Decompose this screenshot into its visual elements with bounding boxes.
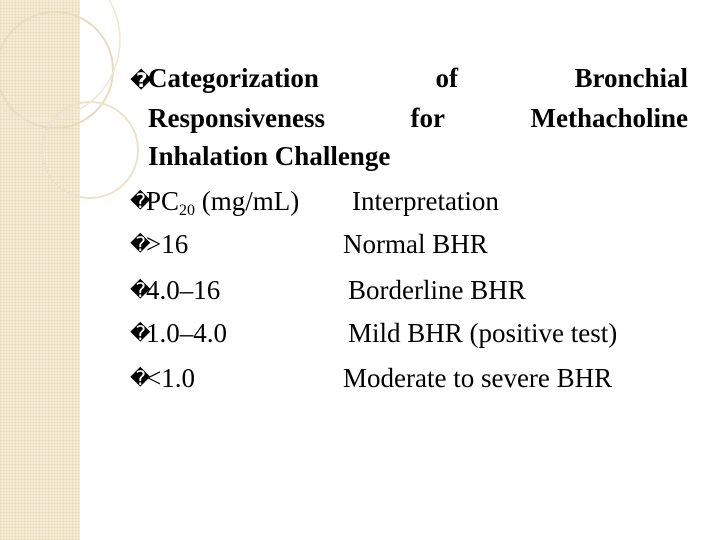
interpretation-header: Interpretation	[352, 186, 499, 216]
bullet-icon: �	[130, 321, 151, 345]
pc-label: PC	[146, 186, 180, 216]
title-word: of	[435, 63, 458, 93]
interpretation-value: Moderate to severe BHR	[343, 363, 613, 393]
range-value: >16	[146, 229, 189, 259]
title-line-3: Inhalation Challenge	[148, 141, 391, 171]
bullet-icon: �	[130, 366, 151, 390]
interpretation-value: Mild BHR (positive test)	[348, 318, 618, 348]
range-value: <1.0	[146, 363, 195, 393]
title-word: for	[410, 103, 446, 133]
title-bullet-icon: �	[130, 68, 153, 92]
list-item	[130, 274, 220, 306]
list-item	[130, 362, 195, 394]
title-word: Categorization	[148, 63, 319, 93]
table-header-row	[130, 185, 299, 217]
list-item	[130, 228, 188, 260]
decorative-side-band	[0, 0, 80, 540]
list-item	[130, 317, 227, 349]
pc-subscript: 20	[179, 202, 196, 219]
interpretation-value: Normal BHR	[343, 229, 488, 259]
range-value: 1.0–4.0	[146, 318, 227, 348]
title-line-1	[148, 62, 688, 94]
title-word: Bronchial	[574, 63, 688, 93]
unit-label: (mg/mL)	[195, 186, 300, 216]
title-line-2	[148, 102, 688, 134]
bullet-icon: �	[130, 189, 151, 213]
bullet-icon: �	[130, 232, 151, 256]
bullet-icon: �	[130, 278, 151, 302]
interpretation-value: Borderline BHR	[348, 275, 526, 305]
range-value: 4.0–16	[146, 275, 221, 305]
title-word: Responsiveness	[148, 103, 326, 133]
title-word: Methacholine	[530, 103, 688, 133]
